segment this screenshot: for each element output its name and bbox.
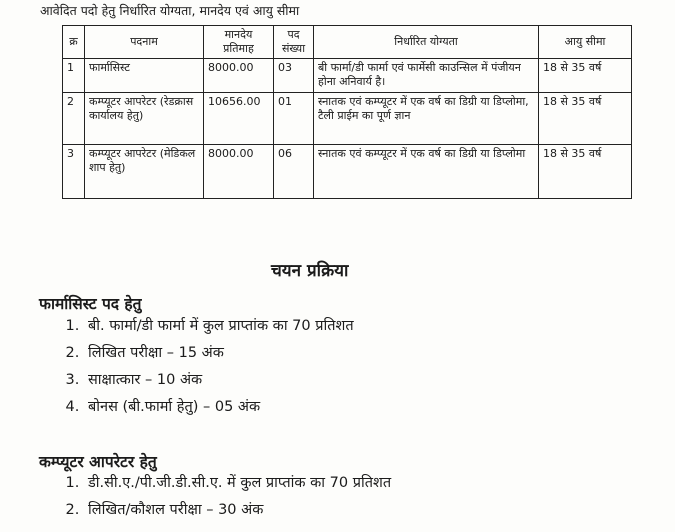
list-item: 4. बोनस (बी.फार्मा हेतु) – 05 अंक [84,394,354,421]
cell-qualification: स्नातक एवं कम्प्यूटर में एक वर्ष का डिग्री या डिप्लोमा [314,145,539,199]
pharmacist-section-title: फार्मासिस्ट पद हेतु [39,295,142,313]
computer-operator-section-title: कम्प्यूटर आपरेटर हेतु [39,453,157,471]
cell-serial: 1 [63,59,85,93]
cell-post-count: 01 [274,93,314,145]
list-item: 1. डी.सी.ए./पी.जी.डी.सी.ए. में कुल प्राप्तांक का 70 प्रतिशत [84,470,391,497]
posts-table [62,25,632,199]
cell-post-count: 06 [274,145,314,199]
header-honorarium: मानदेय प्रतिमाह [204,26,274,59]
cell-age-limit: 18 से 35 वर्ष [539,145,632,199]
table-header-row [63,26,632,59]
table-row [63,59,632,93]
cell-qualification: स्नातक एवं कम्प्यूटर में एक वर्ष का डिग्री या डिप्लोमा, टैली प्राईम का पूर्ण ज्ञान [314,93,539,145]
header-post-count: पद संख्या [274,26,314,59]
header-age-limit: आयु सीमा [539,26,632,59]
intro-heading: आवेदित पदो हेतु निर्धारित योग्यता, मानदेय एवं आयु सीमा [40,3,300,18]
selection-process-title: चयन प्रक्रिया [271,261,349,281]
pharmacist-criteria-list [62,313,354,421]
cell-post-name: कम्प्यूटर आपरेटर (मेडिकल शाप हेतु) [85,145,204,199]
header-post-name: पदनाम [85,26,204,59]
table-row [63,93,632,145]
cell-serial: 2 [63,93,85,145]
cell-age-limit: 18 से 35 वर्ष [539,59,632,93]
cell-post-name: कम्प्यूटर आपरेटर (रेडक्रास कार्यालय हेतु) [85,93,204,145]
cell-post-name: फार्मासिस्ट [85,59,204,93]
header-qualification: निर्धारित योग्यता [314,26,539,59]
cell-honorarium: 8000.00 [204,59,274,93]
cell-honorarium: 8000.00 [204,145,274,199]
list-item: 2. लिखित/कौशल परीक्षा – 30 अंक [84,497,391,524]
list-item: 2. लिखित परीक्षा – 15 अंक [84,340,354,367]
list-item: 1. बी. फार्मा/डी फार्मा में कुल प्राप्तांक का 70 प्रतिशत [84,313,354,340]
cell-qualification: बी फार्मा/डी फार्मा एवं फार्मेसी काउन्सिल में पंजीयन होना अनिवार्य है। [314,59,539,93]
cell-honorarium: 10656.00 [204,93,274,145]
cell-serial: 3 [63,145,85,199]
list-item: 3. साक्षात्कार – 10 अंक [84,367,354,394]
computer-operator-criteria-list [62,470,391,524]
cell-post-count: 03 [274,59,314,93]
cell-age-limit: 18 से 35 वर्ष [539,93,632,145]
header-serial: क्र [63,26,85,59]
table-row [63,145,632,199]
